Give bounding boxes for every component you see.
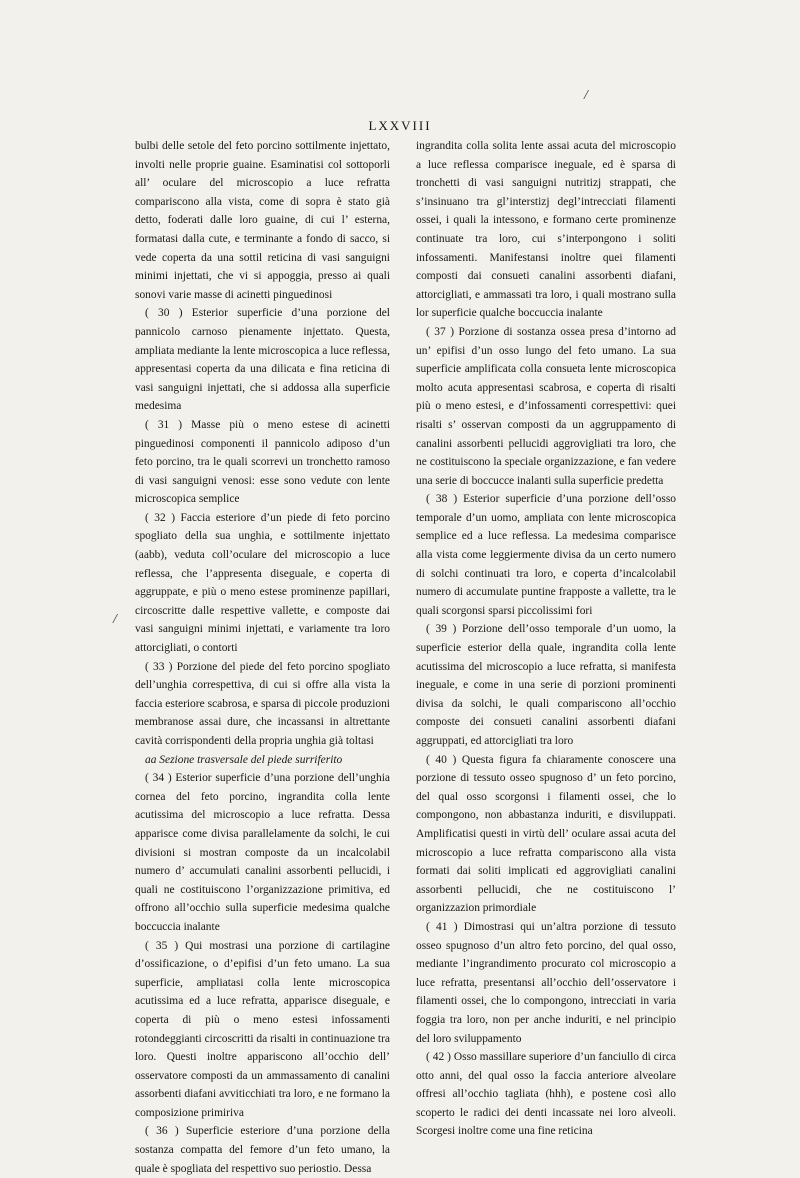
right-column <box>416 137 676 1141</box>
paragraph: ( 38 ) Esterior superficie d’una porzione dell’osso temporale d’un uomo, ampliata con lente microscopica semplice ed a luce reflessa. La medesima comparisce alla vista come leggiermente divisa da un certo numero di solchi continuati tra loro, e coperta d’incalcolabil numero di accumulate puntine frapposte a vallette, tra le quali scorgonsi sparsi piccolissimi fori <box>416 493 676 617</box>
page-number: LXXVIII <box>368 118 432 133</box>
paragraph: ( 33 ) Porzione del piede del feto porcino spogliato dell’unghia correspettiva, di cui si offre alla vista la faccia esteriore scabrosa, e sparsa di piccole produzioni membranose assai dure, che incassansi in altrettante cavità corrispondenti della propria unghia già toltasi <box>135 660 390 747</box>
paragraph: ( 35 ) Qui mostrasi una porzione di cartilagine d’ossificazione, o d’epifisi d’un feto umano. La sua superficie, ampliatasi colla lente microscopica acutissima ed a luce refratta, apparisce diseguale, e coperta di più o meno estesi infossamenti rotondeggianti circoscritti da risalti in continuazione tra loro. Questi inoltre appariscono all’occhio dell’ osservatore composti da un ammassamento di canalini assorbenti diafani avviticchiati tra loro, e ne formano la composizione primiriva <box>135 939 390 1119</box>
margin-mark-left: / <box>113 612 117 627</box>
paragraph-subitem: aa Sezione trasversale del piede surriferito <box>145 753 343 766</box>
paragraph: ( 37 ) Porzione di sostanza ossea presa d’intorno ad un’ epifisi d’un osso lungo del feto umano. La sua superficie amplificata colla consueta lente microscopica molto acuta appresentasi scabrosa, e coperta di risalti più o meno estesi, e d’infossamenti correspettivi: quei risalti s’ osservan composti da un aggruppamento di canalini assorbenti pellucidi aggrovigliati tra loro, che ne costituiscono la speciale organizzazione, e fan vedere una serie di boccucce inalanti sulla superficie predetta <box>416 325 676 487</box>
paragraph: ( 39 ) Porzione dell’osso temporale d’un uomo, la superficie esterior della quale, ingrandita colla lente acutissima del microscopio a luce refratta, si manifesta ineguale, e come in una serie di porzioni prominenti divisa da solchi, le quali compariscono all’occhio composte dei consueti canalini assorbenti diafani aggruppati, ed attorcigliati tra loro <box>416 623 676 747</box>
left-column <box>135 137 390 1178</box>
paragraph: ( 40 ) Questa figura fa chiaramente conoscere una porzione di tessuto osseo spugnoso d’ un feto porcino, del qual osso scorgonsi i filamenti ossei, che lo compongono, non abbastanza induriti, e disviluppati. Amplificatisi questi in virtù dell’ oculare assai acuta del microscopio a luce refratta compariscono alla vista formati dai soliti implicati ed aggrovigliati canalini assorbenti pellucidi, che ne costituiscono l’ organizzazion primordiale <box>416 753 676 915</box>
paragraph: ( 31 ) Masse più o meno estese di acinetti pinguedinosi componenti il pannicolo adiposo d’un feto porcino, tra le quali scorrevi un tronchetto ramoso di vasi sanguigni venosi: esse sono vedute con lente microscopica semplice <box>135 418 390 506</box>
margin-mark-top: / <box>584 88 588 103</box>
paragraph: ( 41 ) Dimostrasi qui un’altra porzione di tessuto osseo spugnoso d’un altro feto porcino, del qual osso, mediante l’ingrandimento procurato col microscopio a luce refratta, presentansi all’occhio dell’osservatore i filamenti ossei, che lo compongono, intrecciati in varia foggia tra loro, non per anche induriti, e nel principio del loro sviluppamento <box>416 920 676 1045</box>
paragraph: bulbi delle setole del feto porcino sottilmente injettato, involti nelle proprie guaine. Esaminatisi col sottoporli all’ oculare del microscopio a luce refratta compariscono alla vista, come di sopra è stato già detto, foderati dalle loro guaine, di cui l’ esterna, formatasi dalla cute, e terminante a fondo di sacco, si vede coperta da una sottil reticina di vasi sanguigni minimi injettati, che vi si appoggia, presso ai quali sonovi varie masse di acinetti pinguedinosi <box>135 140 390 301</box>
paragraph: ( 34 ) Esterior superficie d’una porzione dell’unghia cornea del feto porcino, ingrandita colla lente acutissima del microscopio a luce refratta. Dessa apparisce come divisa parallelamente da solchi, le cui divisioni si mostran composte da un incalcolabil numero d’ accumulati canalini assorbenti pellucidi, i quali ne costituiscono l’organizzazione primitiva, ed offrono all’occhio sulla superficie medesima qualche boccuccia inalante <box>135 772 390 933</box>
paragraph: ( 32 ) Faccia esteriore d’un piede di feto porcino spogliato della sua unghia, e sottilmente injettato (aabb), veduta coll’oculare del microscopio a luce reflessa, che l’appresenta diseguale, e coperta di aggruppate, e più o meno estese prominenze papillari, circoscritte dalle respettive vallette, e composte dai vasi sanguigni minimi injettati, e variamente tra loro attorcigliati, o contorti <box>135 511 390 655</box>
paragraph: ( 42 ) Osso massillare superiore d’un fanciullo di circa otto anni, del qual osso la faccia anteriore alveolare offresi all’occhio tagliata (hhh), e postene così allo scoperto le radici dei denti incassate nei loro alveoli. Scorgesi inoltre come una fine reticina <box>416 1051 676 1138</box>
paragraph: ( 36 ) Superficie esteriore d’una porzione della sostanza compatta del femore d’un feto umano, la quale è spogliata del respettivo suo periostio. Dessa <box>135 1125 390 1175</box>
paragraph: ( 30 ) Esterior superficie d’una porzione del pannicolo carnoso pienamente injettato. Questa, ampliata mediante la lente microscopica a luce reflessa, appresentasi coperta da una dilicata e fina reticina di vasi sanguigni injettati, che si addossa alla superficie medesima <box>135 307 390 413</box>
paragraph: ingrandita colla solita lente assai acuta del microscopio a luce reflessa comparisce ineguale, ed è sparsa di tronchetti di vasi sanguigni nutritizj strappati, che s’insinuano tra gl’interstizj degl’intrecciati filamenti ossei, i quali la intessono, e formano certe prominenze continuate tra loro, cui s’interpongono i soliti infossamenti. Manifestansi inoltre quei filamenti composti dai consueti canalini assorbenti diafani, attorcigliati, e ammassati tra loro, i quali mostrano sulla lor superficie qualche boccuccia inalante <box>416 140 676 320</box>
